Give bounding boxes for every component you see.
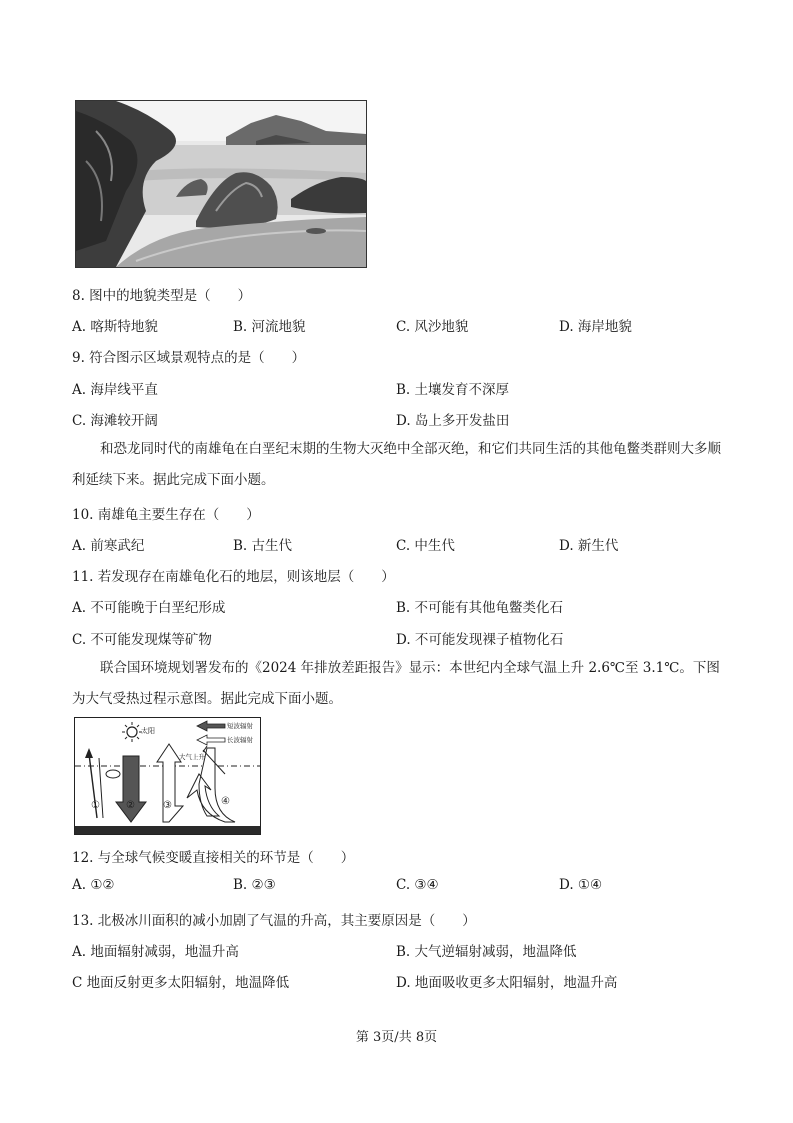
question-8-option-a: A. 喀斯特地貌	[72, 319, 158, 335]
question-11-stem: 11. 若发现存在南雄龟化石的地层，则该地层（ ）	[72, 569, 395, 585]
question-8-option-b: B. 河流地貌	[233, 319, 306, 335]
question-12-option-d: D. ①④	[559, 877, 603, 893]
question-8-option-c: C. 风沙地貌	[396, 319, 469, 335]
question-9-stem: 9. 符合图示区域景观特点的是（ ）	[72, 350, 306, 366]
question-8-option-d: D. 海岸地貌	[559, 319, 632, 335]
question-12-option-c: C. ③④	[396, 877, 439, 893]
question-13-option-d: D. 地面吸收更多太阳辐射，地温升高	[396, 975, 618, 991]
question-11-option-d: D. 不可能发现裸子植物化石	[396, 632, 564, 648]
diagram-marker-1: ①	[91, 800, 100, 811]
diagram-marker-4: ④	[221, 796, 230, 807]
diagram-marker-2: ②	[126, 800, 135, 811]
diagram-legend-long-wave: 长波辐射	[227, 736, 253, 744]
question-8-stem: 8. 图中的地貌类型是（ ）	[72, 288, 252, 304]
question-9-option-a: A. 海岸线平直	[72, 382, 158, 398]
question-12-stem: 12. 与全球气候变暖直接相关的环节是（ ）	[72, 850, 355, 866]
question-9-option-d: D. 岛上多开发盐田	[396, 413, 510, 429]
question-13-option-b: B. 大气逆辐射减弱，地温降低	[396, 944, 577, 960]
diagram-marker-3: ③	[163, 800, 172, 811]
question-13-stem: 13. 北极冰川面积的减小加剧了气温的升高，其主要原因是（ ）	[72, 913, 476, 929]
question-9-option-b: B. 土壤发育不深厚	[396, 382, 510, 398]
question-9-option-c: C. 海滩较开阔	[72, 413, 158, 429]
question-13-option-a: A. 地面辐射减弱，地温升高	[72, 944, 239, 960]
passage-emissions-report: 联合国环境规划署发布的《2024 年排放差距报告》显示：本世纪内全球气温上升 2.6℃至 3.1℃。下图为大气受热过程示意图。据此完成下面小题。	[72, 660, 720, 707]
question-10-option-b: B. 古生代	[233, 538, 293, 554]
question-10-option-c: C. 中生代	[396, 538, 455, 554]
question-11-option-c: C. 不可能发现煤等矿物	[72, 632, 212, 648]
diagram-rise-label: 大气上升	[179, 753, 205, 761]
question-10-option-a: A. 前寒武纪	[72, 538, 145, 554]
coastal-landscape-photo	[75, 100, 367, 268]
atmosphere-heating-diagram	[74, 717, 261, 835]
question-12-option-b: B. ②③	[233, 877, 276, 893]
question-10-option-d: D. 新生代	[559, 538, 619, 554]
page-number-footer: 第 3页/共 8页	[355, 1030, 438, 1045]
question-11-option-b: B. 不可能有其他龟鳖类化石	[396, 600, 564, 616]
question-12-option-a: A. ①②	[72, 877, 115, 893]
diagram-sun-label: 太阳	[141, 727, 155, 735]
diagram-legend-short-wave: 短波辐射	[227, 722, 253, 730]
question-10-stem: 10. 南雄龟主要生存在（ ）	[72, 507, 260, 523]
question-13-option-c: C 地面反射更多太阳辐射，地温降低	[72, 975, 290, 991]
question-11-option-a: A. 不可能晚于白垩纪形成	[72, 600, 226, 616]
passage-nanxiong-turtle: 和恐龙同时代的南雄龟在白垩纪末期的生物大灭绝中全部灭绝，和它们共同生活的其他龟鳖类群则大多顺利延续下来。据此完成下面小题。	[72, 441, 721, 488]
